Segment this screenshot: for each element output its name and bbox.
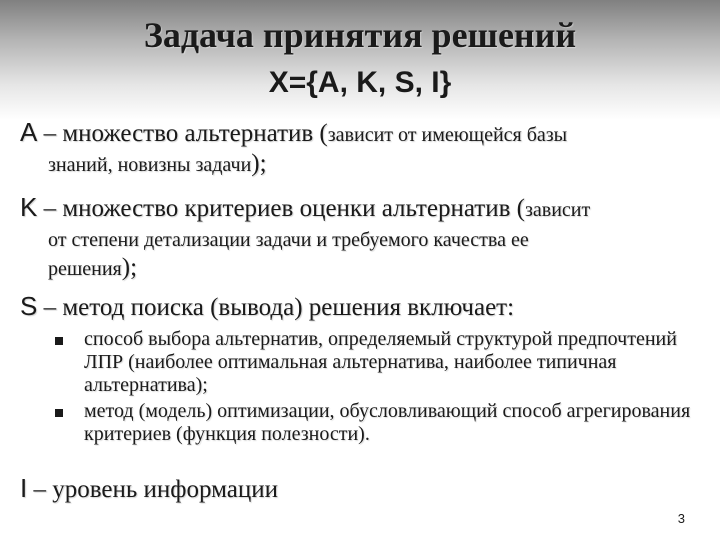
item-a: [20, 118, 710, 179]
method-sublist: [55, 328, 695, 449]
item-continuation: решения);: [48, 254, 138, 281]
square-bullet-icon: [55, 409, 63, 417]
item-main: – множество критериев оценки альтернатив (: [37, 195, 525, 222]
item-continuation: знаний, новизны задачи);: [48, 150, 267, 177]
square-bullet-icon: [55, 337, 63, 345]
slide-title: Задача принятия решений: [143, 15, 577, 55]
item-continuation: от степени детализации задачи и требуемого качества ее: [48, 229, 529, 251]
list-item: метод (модель) оптимизации, обусловливающий способ агрегирования критериев (функция полезности).: [55, 400, 695, 446]
item-letter: K: [20, 192, 38, 222]
item-letter: S: [20, 291, 38, 321]
item-main: – уровень информации: [27, 476, 278, 503]
item-main: – множество альтернатив (: [37, 120, 328, 147]
item-main: – метод поиска (вывода) решения включает:: [37, 294, 515, 321]
page-number: 3: [677, 511, 685, 526]
item-letter: I: [20, 473, 28, 503]
item-detail: зависит от имеющейся базы: [327, 124, 568, 146]
item-i: [20, 474, 710, 504]
item-detail: зависит: [524, 199, 591, 221]
item-k: [20, 193, 710, 283]
item-s: [20, 292, 710, 322]
list-item: способ выбора альтернатив, определяемый структурой предпочтений ЛПР (наиболее оптимальная альтернатива, наиболее типичная альтернатива);: [55, 328, 695, 397]
set-formula: X={A, K, S, I}: [268, 66, 452, 99]
item-letter: A: [20, 117, 38, 147]
